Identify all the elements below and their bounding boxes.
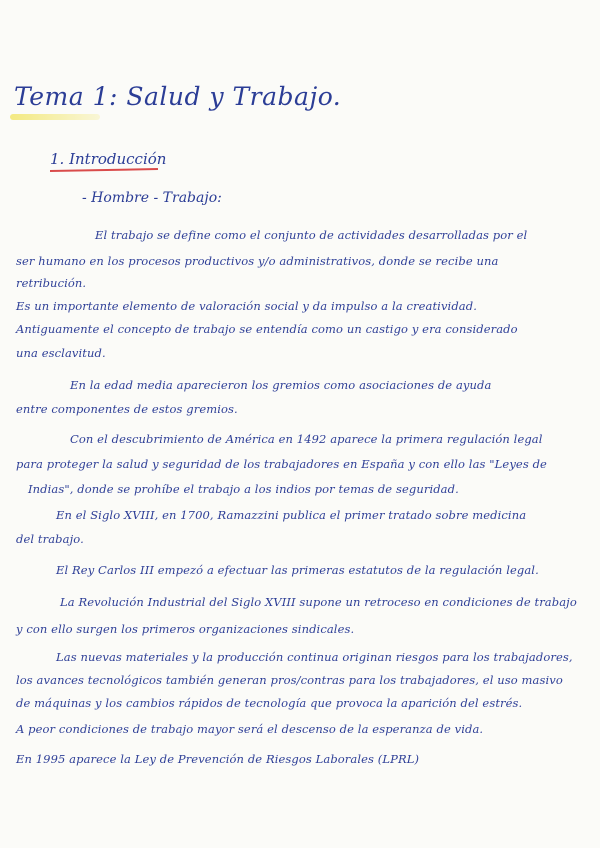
text-line: En la edad media aparecieron los gremios como asociaciones de ayuda	[70, 378, 492, 392]
text-line: para proteger la salud y seguridad de los trabajadores en España y con ello las "Leyes de	[16, 457, 547, 471]
section-heading: 1. Introducción	[50, 150, 167, 168]
text-line: retribución.	[16, 276, 87, 290]
text-line: una esclavitud.	[16, 346, 106, 360]
text-line: de máquinas y los cambios rápidos de tecnología que provoca la aparición del estrés.	[16, 696, 523, 710]
text-line: Las nuevas materiales y la producción continua originan riesgos para los trabajadores,	[56, 650, 573, 664]
section-underline	[50, 168, 158, 172]
text-line: Con el descubrimiento de América en 1492 aparece la primera regulación legal	[70, 432, 543, 446]
subheading: - Hombre - Trabajo:	[82, 190, 222, 206]
text-line: Antiguamente el concepto de trabajo se entendía como un castigo y era considerado	[16, 322, 518, 336]
text-line: En el Siglo XVIII, en 1700, Ramazzini publica el primer tratado sobre medicina	[56, 508, 527, 522]
page-title: Tema 1: Salud y Trabajo.	[14, 82, 342, 111]
text-line: los avances tecnológicos también generan pros/contras para los trabajadores, el uso masivo	[16, 673, 563, 687]
text-line: Indias", donde se prohíbe el trabajo a los indios por temas de seguridad.	[28, 482, 459, 496]
text-line: A peor condiciones de trabajo mayor será el descenso de la esperanza de vida.	[16, 722, 484, 736]
text-line: ser humano en los procesos productivos y/o administrativos, donde se recibe una	[16, 254, 499, 268]
text-line: En 1995 aparece la Ley de Prevención de Riesgos Laborales (LPRL)	[16, 752, 420, 766]
text-line: Es un importante elemento de valoración social y da impulso a la creatividad.	[16, 299, 477, 313]
text-line: La Revolución Industrial del Siglo XVIII supone un retroceso en condiciones de trabajo	[60, 595, 577, 609]
text-line: El trabajo se define como el conjunto de actividades desarrolladas por el	[95, 228, 528, 242]
title-highlight	[10, 114, 100, 120]
text-line: El Rey Carlos III empezó a efectuar las primeras estatutos de la regulación legal.	[56, 563, 539, 577]
text-line: del trabajo.	[16, 532, 84, 546]
text-line: entre componentes de estos gremios.	[16, 402, 238, 416]
text-line: y con ello surgen los primeros organizaciones sindicales.	[16, 622, 355, 636]
